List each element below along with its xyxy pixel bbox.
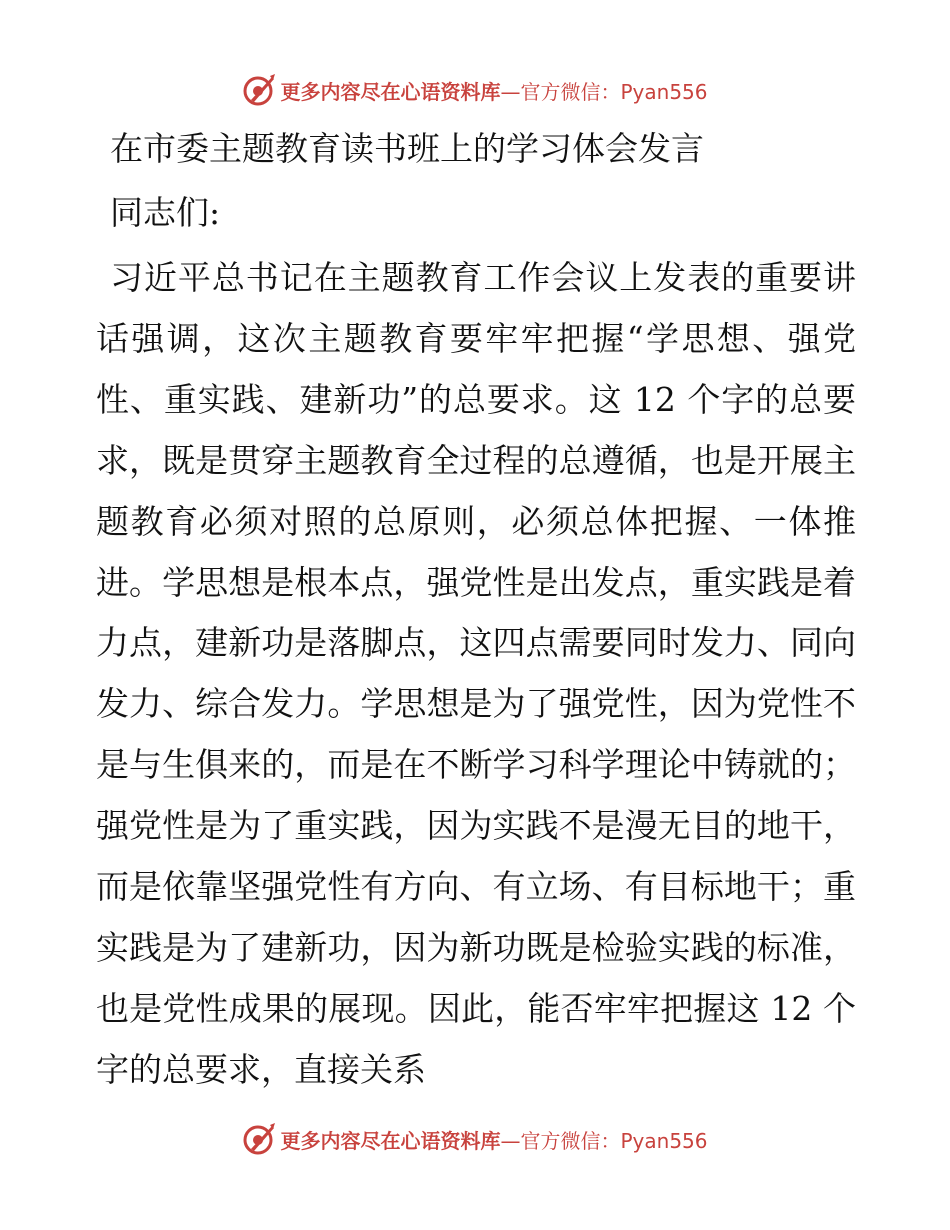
banner-brand-text: 更多内容尽在心语资料库 [280,1128,501,1153]
footer-banner-text [280,1125,707,1154]
footer-banner [0,1117,950,1161]
banner-dash-text: —官方微信： [500,79,621,104]
document-title: 在市委主题教育读书班上的学习体会发言 [110,129,704,168]
banner-wechat-id: Pyan556 [620,1128,708,1153]
quill-seal-icon [242,73,276,107]
header-banner-text [280,76,707,105]
body-paragraph: 习近平总书记在主题教育工作会议上发表的重要讲话强调，这次主题教育要牢牢把握“学思想、强党性、重实践、建新功”的总要求。这 12 个字的总要求，既是贯穿主题教育全过程的总遵循，也是开展主题教育必须对照的总原则，必须总体把握、一体推进。学思想是根本点，强党性是出发点，重实践是着力点，建新功是落脚点，这四点需要同时发力、同向发力、综合发力。学思想是为了强党性，因为党性不是与生俱来的，而是在不断学习科学理论中铸就的；强党性是为了重实践，因为实践不是漫无目的地干，而是依靠坚强党性有方向、有立场、有目标地干；重实践是为了建新功，因为新功既是检验实践的标准，也是党性成果的展现。因此，能否牢牢把握这 12 个字的总要求，直接关系 [96,258,856,1089]
banner-brand-text: 更多内容尽在心语资料库 [280,79,501,104]
salutation: 同志们: [110,193,221,232]
quill-seal-icon [242,1122,276,1156]
header-banner [0,68,950,112]
banner-dash-text: —官方微信： [500,1128,621,1153]
document-body [96,120,856,1101]
banner-wechat-id: Pyan556 [620,79,708,104]
